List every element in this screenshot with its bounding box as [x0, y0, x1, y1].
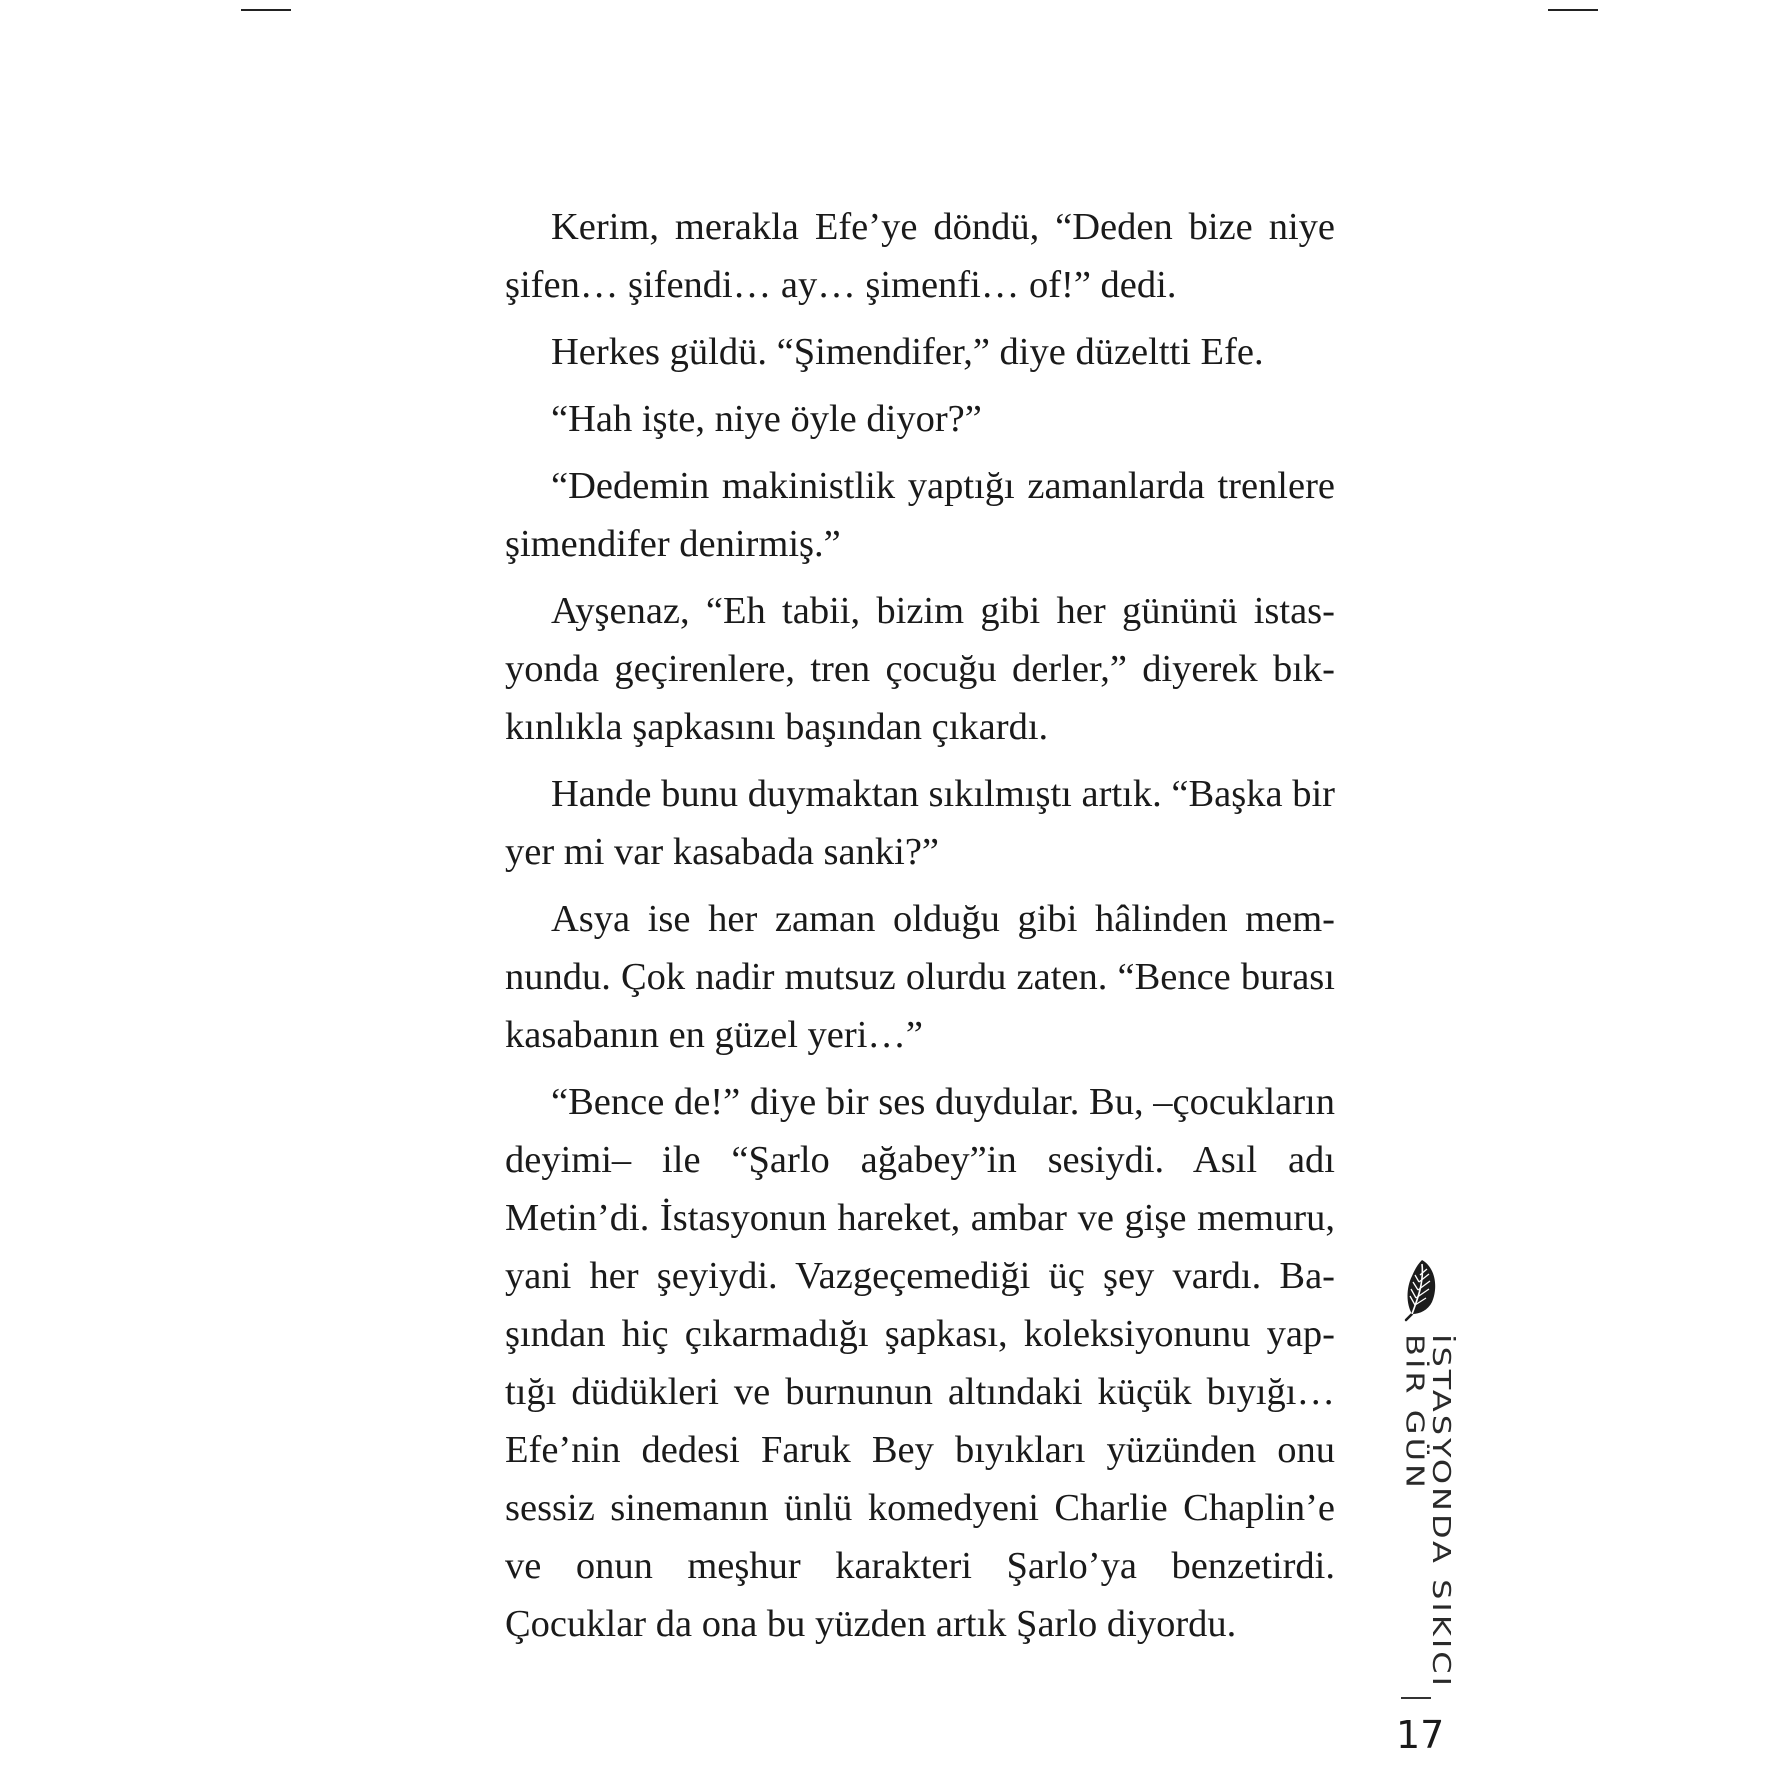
crop-mark-left	[241, 9, 291, 11]
body-text	[505, 198, 1335, 1662]
paragraph: “Bence de!” diye bir ses duydular. Bu, –çocukların deyimi– ile “Şarlo ağabey”in sesiydi. Asıl adı Metin’di. İstasyonun hareket, ambar ve gişe memuru, yani her şeyiydi. Vazgeçemediği üç şey vardı. Başından hiç çıkarmadığı şapkası, koleksiyonunu yaptığı düdükleri ve burnunun altındaki küçük bıyığı… Efe’nin dedesi Faruk Bey bıyıkları yüzünden onu sessiz sinemanın ünlü komedyeni Charlie Chaplin’e ve onun meşhur karakteri Şarlo’ya benzetirdi. Çocuklar da ona bu yüzden artık Şarlo diyordu.	[505, 1081, 1335, 1645]
paragraph: Kerim, merakla Efe’ye döndü, “Deden bize niye şifen… şifendi… ay… şimenfi… of!” dedi.	[505, 206, 1335, 306]
paragraph: Asya ise her zaman olduğu gibi hâlinden memnundu. Çok nadir mutsuz olurdu zaten. “Bence burası kasabanın en güzel yeri…”	[505, 898, 1335, 1056]
paragraph: “Hah işte, niye öyle diyor?”	[551, 398, 982, 440]
page-number: 17	[1396, 1713, 1445, 1757]
running-head	[1394, 1258, 1457, 1758]
paragraph: “Dedemin makinistlik yaptığı zamanlarda trenlere şimendifer denirmiş.”	[505, 465, 1335, 565]
paragraph: Hande bunu duymaktan sıkılmıştı artık. “Başka bir yer mi var kasabada sanki?”	[505, 773, 1335, 873]
crop-mark-right	[1548, 9, 1598, 11]
divider	[1401, 1697, 1431, 1699]
paragraph: Ayşenaz, “Eh tabii, bizim gibi her gününü istasyonda geçirenlere, tren çocuğu derler,” diyerek bıkkınlıkla şapkasını başından çıkardı.	[505, 590, 1335, 748]
paragraph: Herkes güldü. “Şimendifer,” diye düzeltti Efe.	[551, 331, 1264, 373]
book-title: İSTASYONDA SIKICI BİR GÜN	[1400, 1334, 1457, 1690]
leaf-icon	[1402, 1258, 1440, 1322]
